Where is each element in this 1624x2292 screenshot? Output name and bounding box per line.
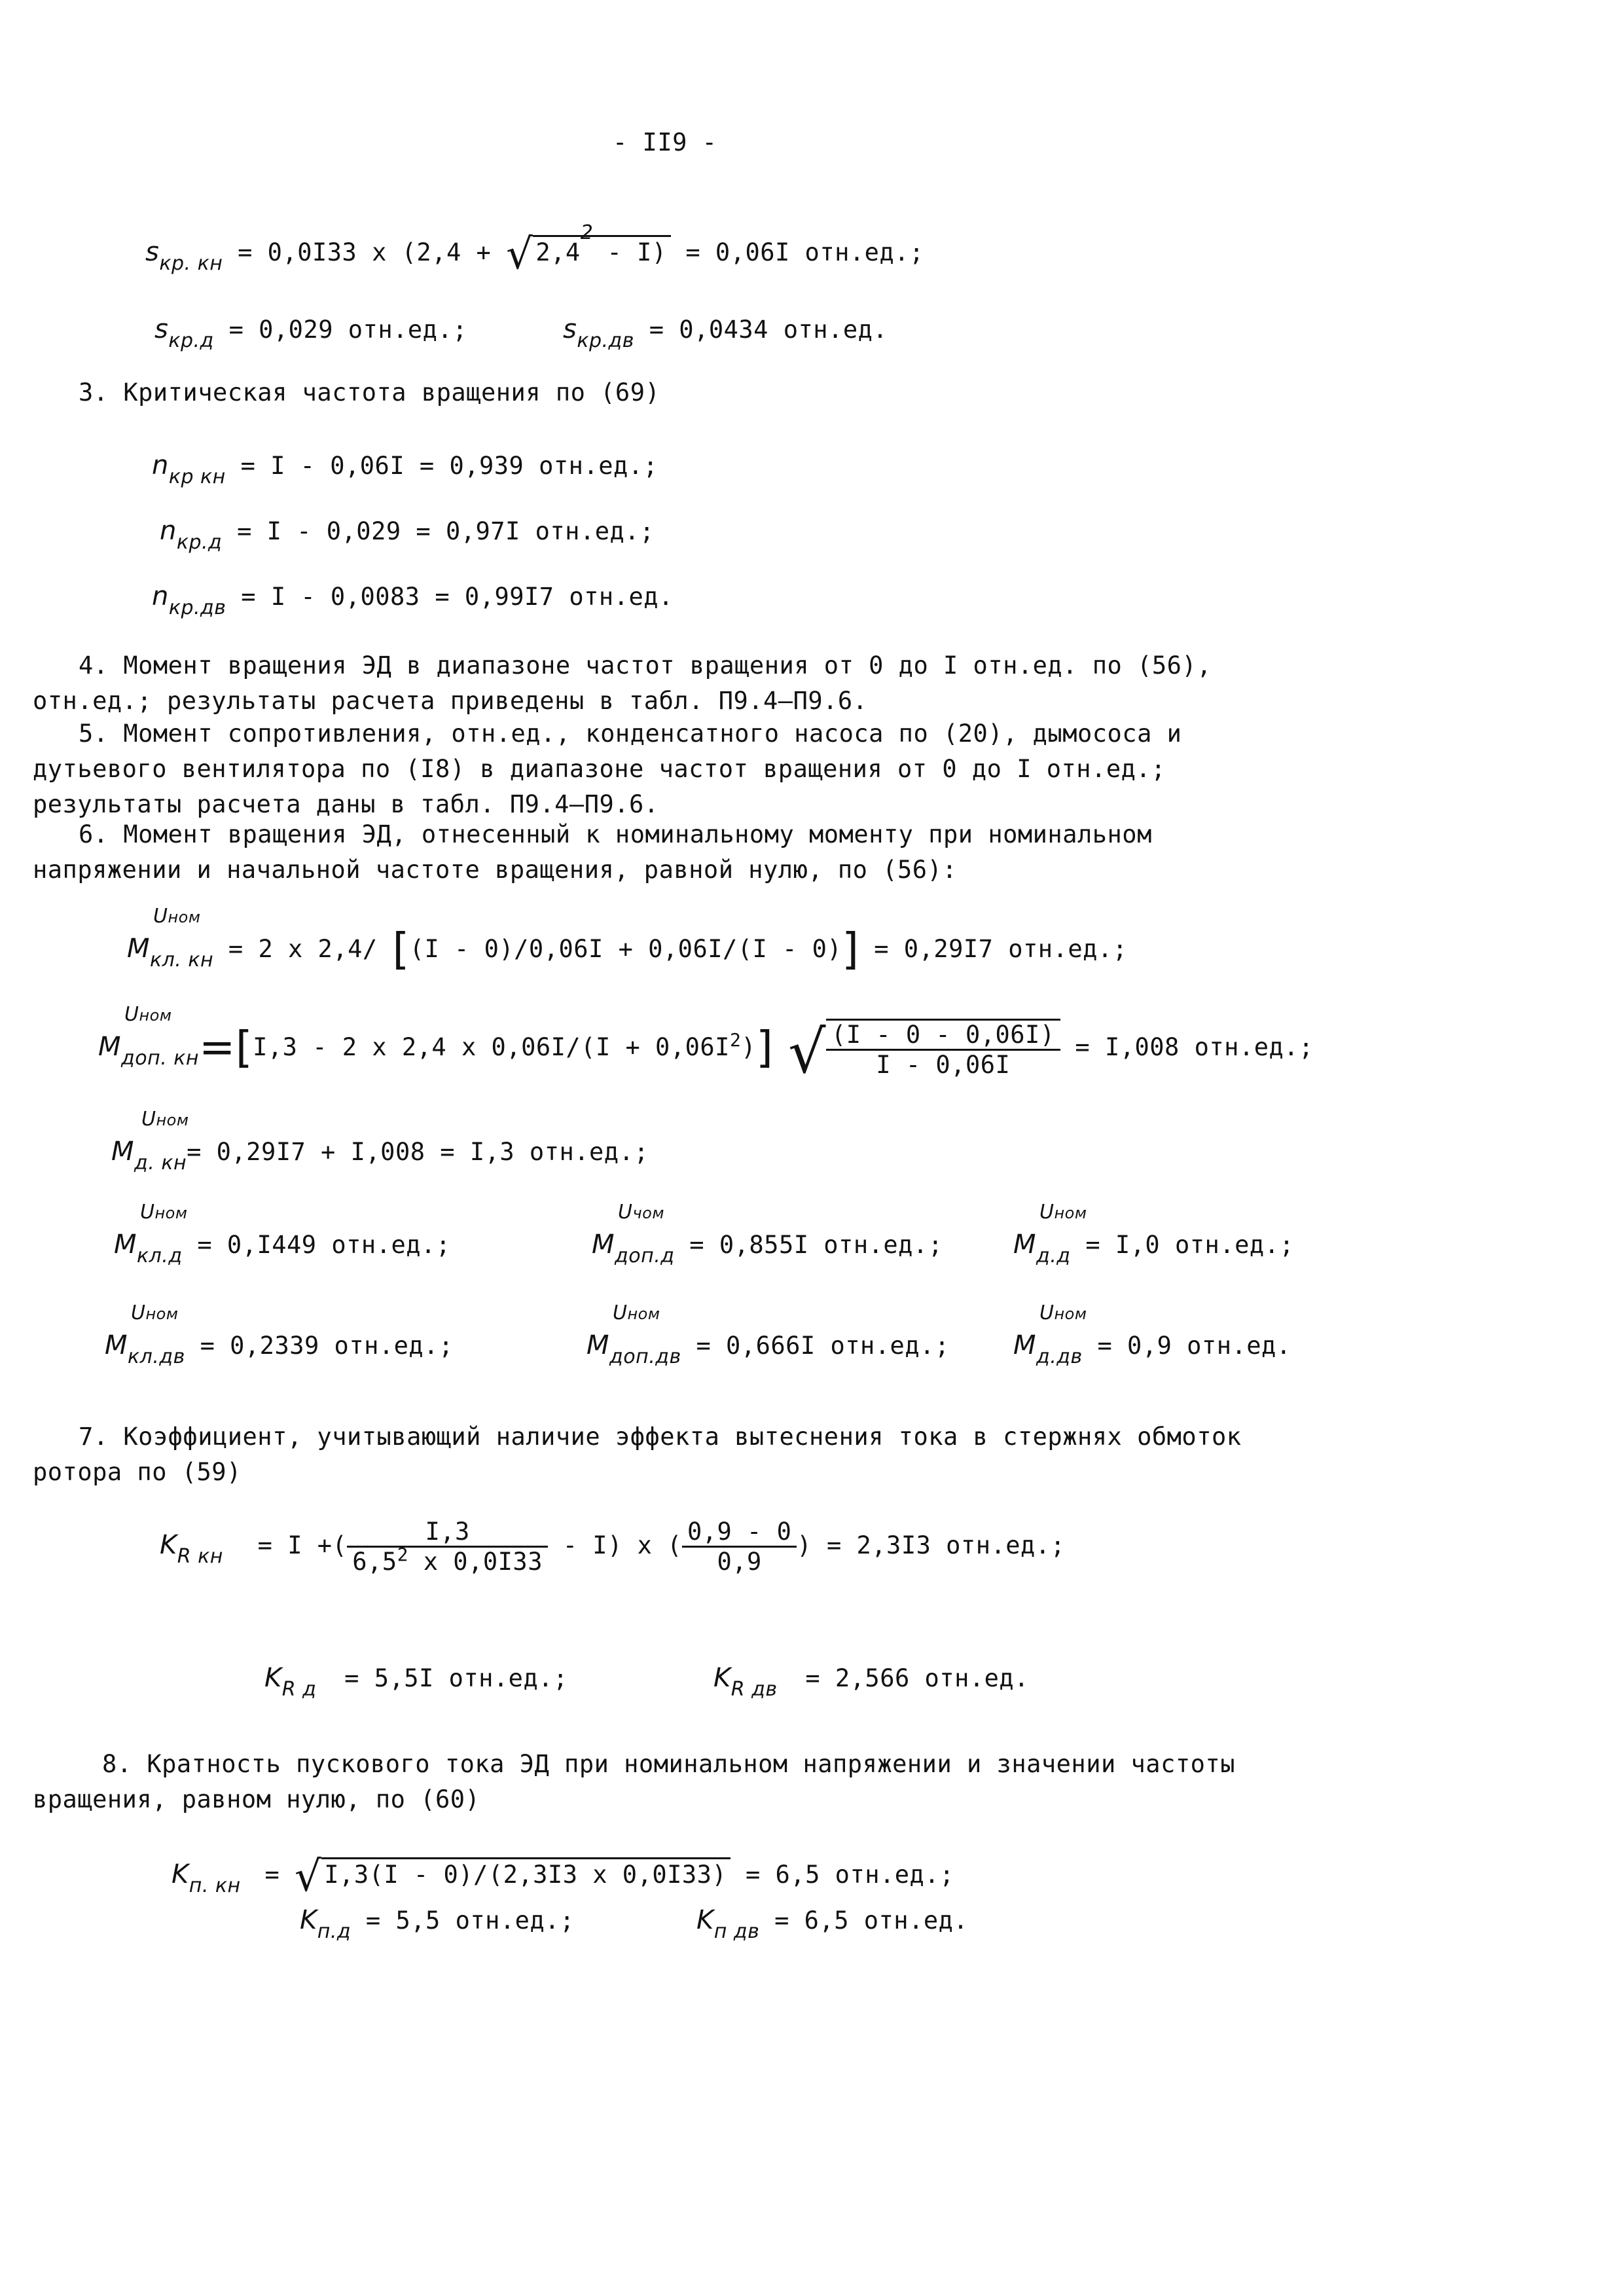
equation-n-kr-dv: $n_{кр.дв} = I - 0,0083 = 0,99I7$ отн.ед. xyxy=(152,581,674,619)
equation-s-kr-d: $s_{кр.д} = 0,029$ отн.ед.; xyxy=(154,314,467,352)
square-root: √ I,3(I - 0)/(2,3I3 x 0,0I33) xyxy=(295,1853,731,1901)
equation-k-p-kn: $K_{п. кн}$ = √ I,3(I - 0)/(2,3I3 x 0,0I33) = 6,5 отн.ед.; xyxy=(171,1853,954,1901)
equation-m-dop-d: Uчом $M_{доп.д} = 0,855I$ отн.ед.; xyxy=(592,1201,943,1267)
equation-m-d-d: Uном $M_{д.д} = I,0$ отн.ед.; xyxy=(1013,1201,1295,1267)
equation-m-dop-dv: Uном $M_{доп.дв} = 0,666I$ отн.ед.; xyxy=(586,1301,950,1368)
item-3-heading: 3. Критическая частота вращения по (69) xyxy=(79,378,660,407)
fraction: $\frac{(I - 0 - 0,06I)}{I - 0,06I}$ xyxy=(826,1019,1060,1079)
radical-icon: √ xyxy=(788,1018,826,1087)
fraction: $\frac{I,3}{6,5^2 x 0,0I33}$ xyxy=(347,1518,548,1576)
subscript: кр. кн xyxy=(159,252,223,275)
radicand: 2,4 2 - I) xyxy=(533,235,670,266)
item-8-paragraph: 8. Кратность пускового тока ЭД при номинальном напряжении и значении частоты вращения, равном нулю, по (60) xyxy=(33,1750,1235,1813)
page-number: - II9 - xyxy=(613,128,717,156)
equation-m-kl-d: Uном $M_{кл.д} = 0,I449$ отн.ед.; xyxy=(114,1201,451,1267)
equation-m-dop-kn: Uном $M_{доп. кн}=[I,3 - 2$ x 2,4 x $0,06I/(I + 0,06I^2)$] √ $\frac{(I - 0 - 0,06I)}{I - 0,06I}$ = I,008 отн.ед.; xyxy=(98,1003,1314,1087)
equation-k-r-dv: $K_{R дв} = 2,566$ отн.ед. xyxy=(713,1663,1029,1701)
equation-k-r-kn: $K_{R кн} = I$ +( $\frac{I,3}{6,5^2 x 0,0I33}$ - I) x ( $\frac{0,9 - 0}{0,9}$ ) = 2,3I3 отн.ед.; xyxy=(160,1518,1066,1576)
fraction: $\frac{0,9 - 0}{0,9}$ xyxy=(682,1518,797,1576)
item-4-paragraph: 4. Момент вращения ЭД в диапазоне частот вращения от 0 до I отн.ед. по (56), отн.ед.; результаты расчета приведены в табл. П9.4–П9.6. xyxy=(33,651,1212,715)
equation-m-d-dv: Uном $M_{д.дв} = 0,9$ отн.ед. xyxy=(1013,1301,1291,1368)
equation-k-p-dv: $K_{п дв} = 6,5$ отн.ед. xyxy=(696,1905,969,1943)
radical-icon: √ xyxy=(506,230,533,279)
equation-result: = 0,06I отн.ед.; xyxy=(670,238,924,266)
item-7-paragraph: 7. Коэффициент, учитывающий наличие эффекта вытеснения тока в стержнях обмоток ротора по (59) xyxy=(33,1423,1242,1486)
equation-n-kr-d: $n_{кр.д} = I - 0,029 = 0,97I$ отн.ед.; xyxy=(160,516,655,554)
item-6-paragraph: 6. Момент вращения ЭД, отнесенный к номинальному моменту при номинальном напряжении и начальной частоте вращения, равной нулю, по (56): xyxy=(33,820,1152,884)
equation-n-kr-kn: $n_{кр кн} = I - 0,06I = 0,939$ отн.ед.; xyxy=(152,450,659,488)
equation-m-kl-kn: Uном $M_{кл. кн} = 2$ x 2,4/ [(I - 0)/0,06I + 0,06I/(I - 0)] = 0,29I7 отн.ед.; xyxy=(127,905,1128,974)
equation-k-r-d: $K_{R д} = 5,5I$ отн.ед.; xyxy=(264,1663,568,1701)
equation-m-kl-dv: Uном $M_{кл.дв} = 0,2339$ отн.ед.; xyxy=(105,1301,454,1368)
radical-icon: √ xyxy=(295,1853,322,1901)
symbol-s: s xyxy=(145,237,160,267)
equation-k-p-d: $K_{п.д} = 5,5$ отн.ед.; xyxy=(300,1905,575,1943)
equation-rhs: = 0,0I33 x (2,4 + xyxy=(238,238,507,266)
square-root xyxy=(506,221,671,279)
equation-s-kr-kn xyxy=(145,221,924,279)
item-5-paragraph: 5. Момент сопротивления, отн.ед., конденсатного насоса по (20), дымососа и дутьевого вентилятора по (I8) в диапазоне частот вращения от 0 до I отн.ед.; результаты расчета даны в табл. П9.4–П9.6. xyxy=(33,719,1182,818)
equation-m-d-kn: Uном $M_{д. кн}= 0,29I7 + I,008 = I,3$ отн.ед.; xyxy=(111,1108,649,1174)
equation-s-kr-dv: $s_{кр.дв} = 0,0434$ отн.ед. xyxy=(563,314,888,352)
